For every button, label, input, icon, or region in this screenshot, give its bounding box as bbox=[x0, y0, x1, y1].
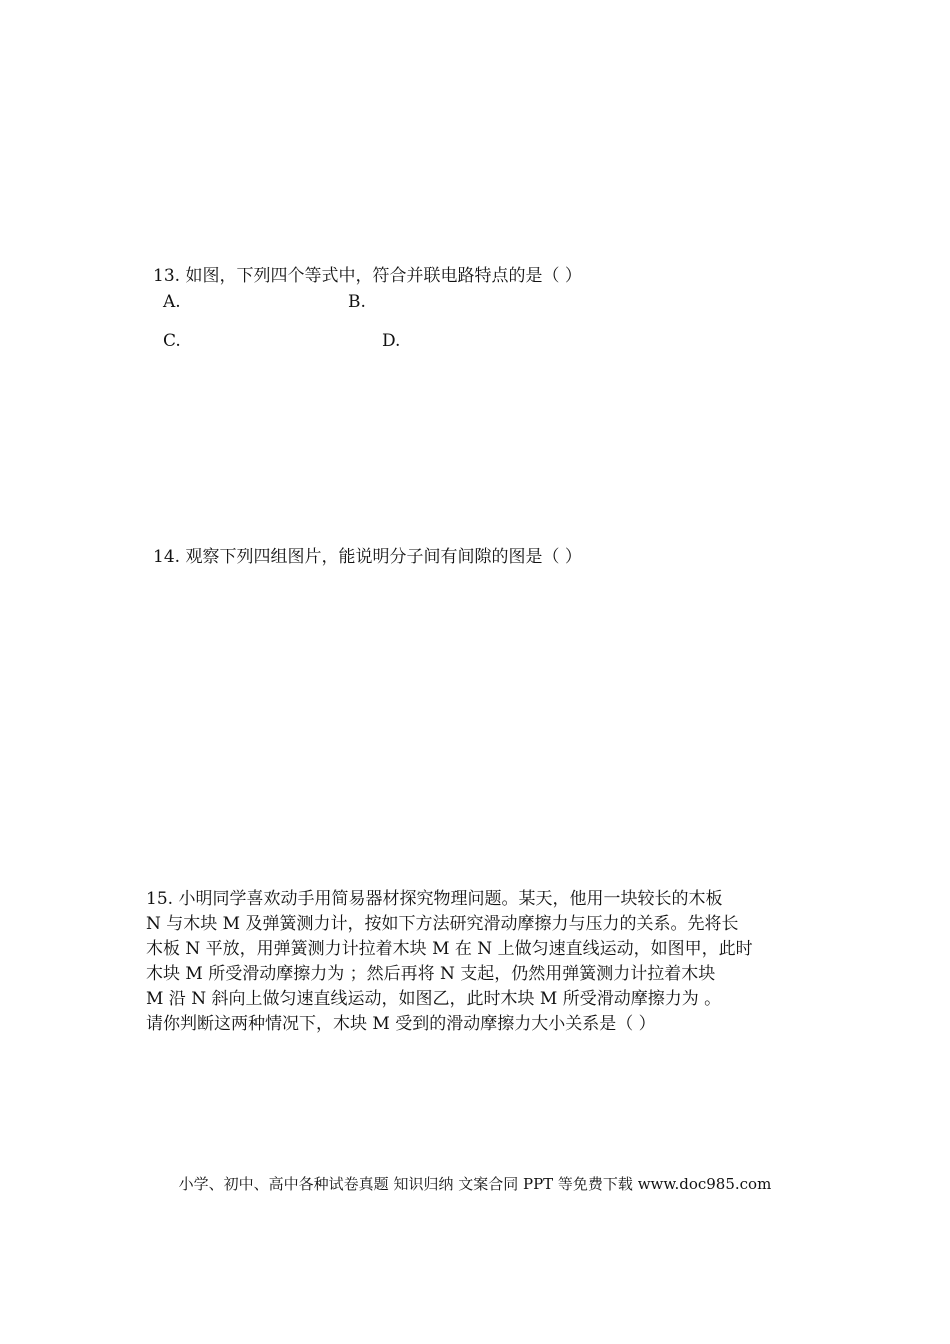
question-13-option-a: A. bbox=[163, 292, 181, 312]
question-13-option-c: C. bbox=[163, 331, 181, 351]
question-15-text bbox=[146, 887, 806, 1037]
question-13-option-d: D. bbox=[382, 331, 401, 351]
question-14-stem: 14. 观察下列四组图片，能说明分子间有间隙的图是（ ） bbox=[153, 547, 582, 567]
question-13-stem: 13. 如图，下列四个等式中，符合并联电路特点的是（ ） bbox=[153, 266, 582, 286]
page-footer: 小学、初中、高中各种试卷真题 知识归纳 文案合同 PPT 等免费下载 www.doc985.com bbox=[178, 1175, 772, 1193]
question-15-line: N 与木块 M 及弹簧测力计，按如下方法研究滑动摩擦力与压力的关系。先将长 bbox=[146, 914, 739, 934]
question-15-line: 木块 M 所受滑动摩擦力为 ；然后再将 N 支起，仍然用弹簧测力计拉着木块 bbox=[146, 964, 716, 984]
question-15-line: 15. 小明同学喜欢动手用简易器材探究物理问题。某天，他用一块较长的木板 bbox=[146, 889, 723, 909]
question-15-line: 木板 N 平放，用弹簧测力计拉着木块 M 在 N 上做匀速直线运动，如图甲，此时 bbox=[146, 939, 753, 959]
question-15-line: M 沿 N 斜向上做匀速直线运动，如图乙，此时木块 M 所受滑动摩擦力为 。 bbox=[146, 989, 722, 1009]
question-15-line: 请你判断这两种情况下，木块 M 受到的滑动摩擦力大小关系是（ ） bbox=[146, 1014, 656, 1034]
question-13-option-b: B. bbox=[348, 292, 366, 312]
